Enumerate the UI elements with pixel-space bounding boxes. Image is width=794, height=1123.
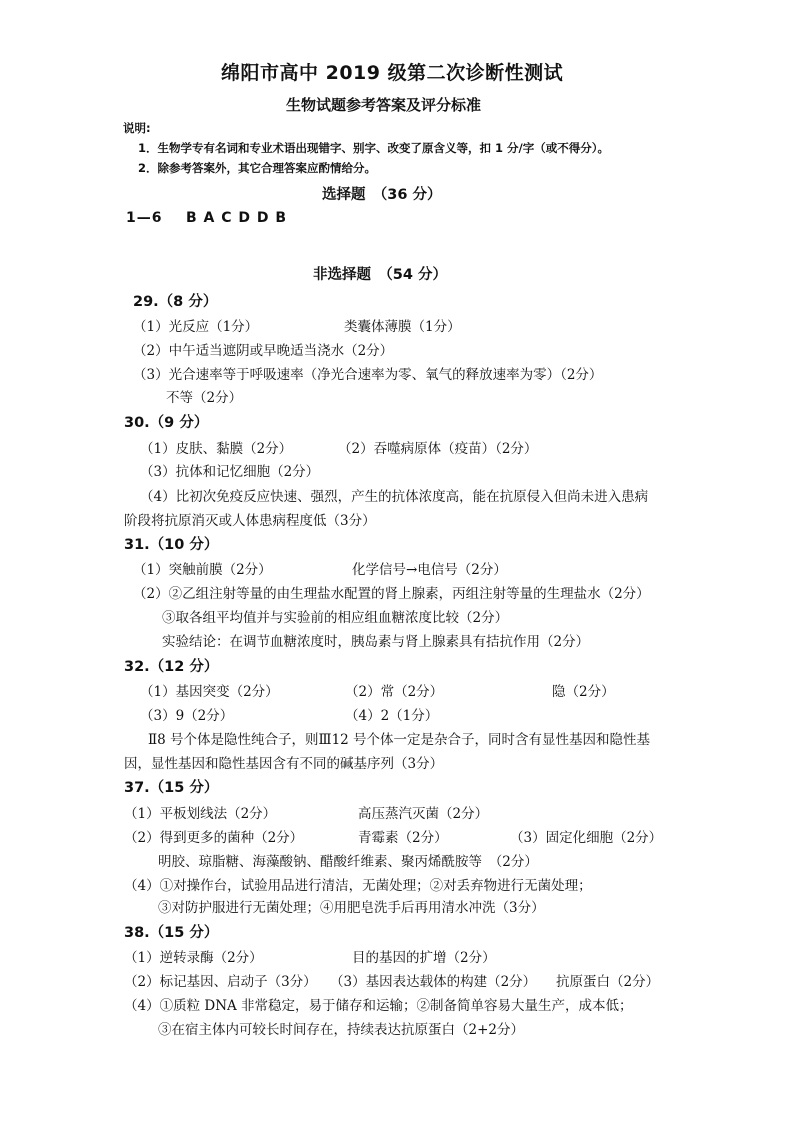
- q30-line-3: （4）比初次免疫反应快速、强烈，产生的抗体浓度高，能在抗原侵入但尚未进入患病: [140, 489, 649, 505]
- q31-header: 31.（10 分）: [124, 537, 219, 553]
- q37-line-2b: 青霉素（2分）: [358, 830, 448, 846]
- q32-header: 32.（12 分）: [124, 659, 219, 675]
- page-subtitle: 生物试题参考答案及评分标准: [286, 96, 482, 114]
- q30-line-4: 阶段将抗原消灭或人体患病程度低（3分）: [124, 513, 376, 529]
- q37-line-1a: （1）平板划线法（2分）: [124, 806, 277, 822]
- q38-line-1a: （1）逆转录酶（2分）: [124, 950, 263, 966]
- section-nonchoice-header: 非选择题 （54 分）: [313, 267, 447, 283]
- q37-header: 37.（15 分）: [124, 780, 219, 796]
- q31-line-4: 实验结论：在调节血糖浓度时，胰岛素与肾上腺素具有拮抗作用（2分）: [162, 634, 590, 650]
- q29-line-4: 不等（2分）: [166, 390, 243, 406]
- q38-line-3: （4）①质粒 DNA 非常稳定，易于储存和运输；②制备简单容易大量生产，成本低；: [124, 998, 633, 1014]
- q37-line-3: 明胶、琼脂糖、海藻酸钠、醋酸纤维素、聚丙烯酰胺等 （2分）: [158, 854, 538, 870]
- q30-header: 30.（9 分）: [124, 415, 209, 431]
- q32-line-4: 因，显性基因和隐性基因含有不同的碱基序列（3分）: [124, 756, 444, 772]
- choice-answers: B A C D D B: [186, 210, 288, 226]
- q29-line-1b: 类囊体薄膜（1分）: [344, 319, 461, 335]
- notes-label: 说明:: [123, 121, 151, 135]
- q31-line-3: ③取各组平均值并与实验前的相应组血糖浓度比较（2分）: [162, 610, 509, 626]
- q32-line-2a: （3）9（2分）: [140, 708, 234, 724]
- q38-line-1b: 目的基因的扩增（2分）: [352, 950, 496, 966]
- q30-line-2: （3）抗体和记忆细胞（2分）: [140, 464, 320, 480]
- q32-line-2b: （4）2（1分）: [345, 708, 439, 724]
- q37-line-1b: 高压蒸汽灭菌（2分）: [358, 806, 489, 822]
- q38-line-2b: （3）基因表达载体的构建（2分）: [330, 974, 537, 990]
- q31-line-2: （2）②乙组注射等量的由生理盐水配置的肾上腺素，丙组注射等量的生理盐水（2分）: [133, 586, 650, 602]
- q38-line-2a: （2）标记基因、启动子（3分）: [124, 974, 317, 990]
- q37-line-4: （4）①对操作台，试验用品进行清洁，无菌处理；②对丢弃物进行无菌处理；: [124, 878, 592, 894]
- q29-header: 29.（8 分）: [133, 294, 218, 310]
- q32-line-1a: （1）基因突变（2分）: [140, 684, 279, 700]
- choice-range: 1—6: [126, 210, 163, 226]
- q29-line-2: （2）中午适当遮阴或早晚适当浇水（2分）: [133, 343, 394, 359]
- q31-line-1a: （1）突触前膜（2分）: [133, 562, 272, 578]
- page-title: 绵阳市高中 2019 级第二次诊断性测试: [221, 62, 564, 84]
- note-item-1: 1．生物学专有名词和专业术语出现错字、别字、改变了原含义等，扣 1 分/字（或不得分）。: [138, 141, 609, 155]
- q38-line-2c: 抗原蛋白（2分）: [556, 974, 660, 990]
- q29-line-1a: （1）光反应（1分）: [133, 319, 259, 335]
- q32-line-3: Ⅱ8 号个体是隐性纯合子，则Ⅲ12 号个体一定是杂合子，同时含有显性基因和隐性基: [148, 732, 651, 748]
- q32-line-1c: 隐（2分）: [552, 684, 615, 700]
- q31-line-1b: 化学信号→电信号（2分）: [352, 562, 507, 578]
- note-item-2: 2．除参考答案外，其它合理答案应酌情给分。: [138, 161, 376, 175]
- q37-line-2a: （2）得到更多的菌种（2分）: [124, 830, 304, 846]
- q30-line-1b: （2）吞噬病原体（疫苗）（2分）: [338, 441, 538, 457]
- q37-line-5: ③对防护服进行无菌处理；④用肥皂洗手后再用清水冲洗（3分）: [158, 900, 545, 916]
- q38-header: 38.（15 分）: [124, 925, 219, 941]
- q38-line-4: ③在宿主体内可较长时间存在，持续表达抗原蛋白（2+2分）: [158, 1022, 524, 1038]
- q37-line-2c: （3）固定化细胞（2分）: [510, 830, 663, 846]
- section-choice-header: 选择题 （36 分）: [322, 187, 442, 203]
- q32-line-1b: （2）常（2分）: [345, 684, 444, 700]
- q30-line-1a: （1）皮肤、黏膜（2分）: [140, 441, 293, 457]
- q29-line-3: （3）光合速率等于呼吸速率（净光合速率为零、氧气的释放速率为零）（2分）: [133, 367, 603, 383]
